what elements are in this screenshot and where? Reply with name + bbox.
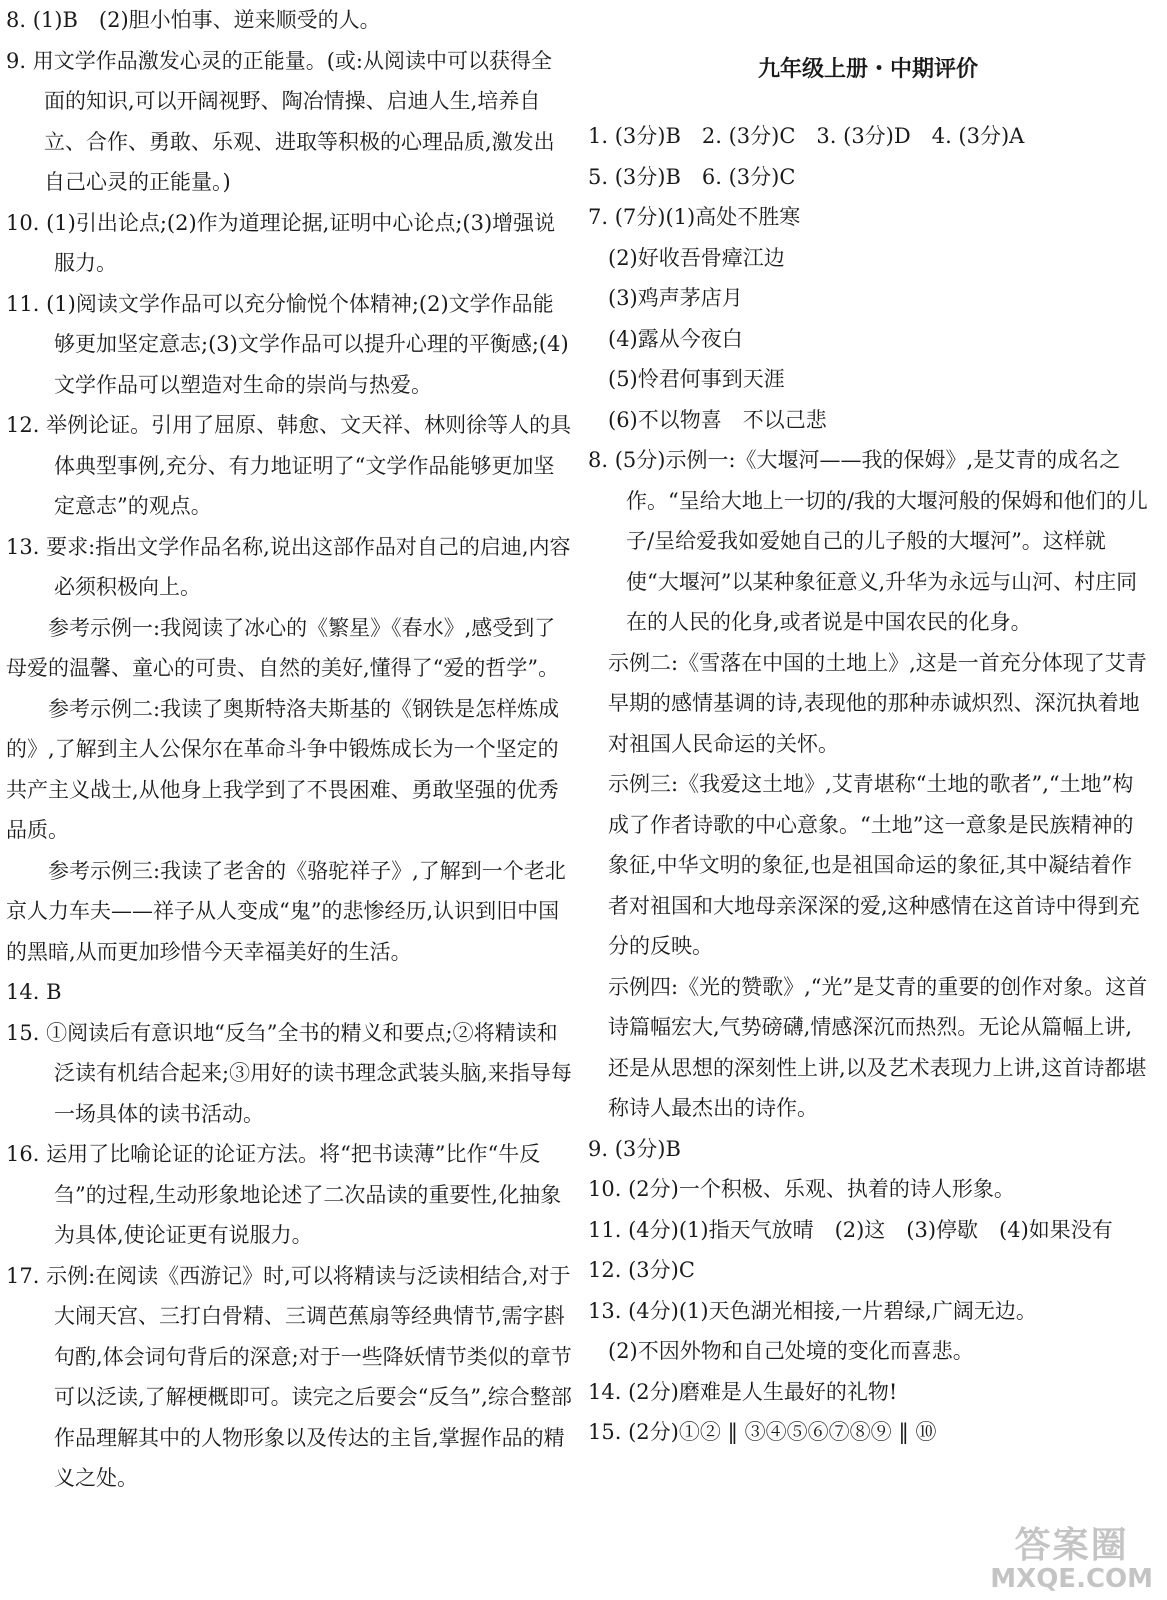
example-paragraph: 示例二:《雪落在中国的土地上》,这是一首充分体现了艾青早期的感情基调的诗,表现他的那种赤诚炽烈、深沉执着地对祖国人民命运的关怀。 <box>608 650 1147 756</box>
answer-subitem: (6)不以物喜 不以己悲 <box>608 407 827 432</box>
answer-item: 14. (2分)磨难是人生最好的礼物! <box>588 1379 898 1404</box>
section-title: 九年级上册・中期评价 <box>757 57 978 82</box>
left-column <box>6 0 572 1499</box>
answer-item: 10. (2分)一个积极、乐观、执着的诗人形象。 <box>588 1177 1015 1201</box>
answer-item: 7. (7分)(1)高处不胜寒 <box>588 205 801 229</box>
answer-item: 16. 运用了比喻论证的论证方法。将“把书读薄”比作“牛反刍”的过程,生动形象地论述了二次品读的重要性,化抽象为具体,使论证更有说服力。 <box>6 1142 562 1247</box>
answer-subitem: (4)露从今夜白 <box>608 326 743 351</box>
answer-item: 11. (4分)(1)指天气放晴 (2)这 (3)停歇 (4)如果没有 <box>588 1217 1113 1242</box>
answer-item: 13. 要求:指出文学作品名称,说出这部作品对自己的启迪,内容必须积极向上。 <box>6 534 571 599</box>
watermark-url: MXQE.COM <box>990 1564 1153 1594</box>
answer-item: 17. 示例:在阅读《西游记》时,可以将精读与泛读相结合,对于大闹天宫、三打白骨精、三调芭蕉扇等经典情节,需字斟句酌,体会词句背后的深意;对于一些降妖情节类似的章节可以泛读,了解梗概即可。读完之后要会“反刍”,综合整部作品理解其中的人物形象以及传达的主旨,掌握作品的精义之处。 <box>6 1263 572 1490</box>
answer-item: 8. (1)B (2)胆小怕事、逆来顺受的人。 <box>6 8 381 32</box>
answer-item: 8. (5分)示例一:《大堰河——我的保姆》,是艾青的成名之作。“呈给大地上一切的/我的大堰河般的保姆和他们的儿子/呈给爱我如爱她自己的儿子般的大堰河”。这样就使“大堰河”以某种象征意义,升华为永远与山河、村庄同在的人民的化身,或者说是中国农民的化身。 <box>588 448 1148 634</box>
answer-item: 10. (1)引出论点;(2)作为道理论据,证明中心论点;(3)增强说服力。 <box>6 210 556 275</box>
answer-item: 15. (2分)①② ‖ ③④⑤⑥⑦⑧⑨ ‖ ⑩ <box>588 1420 937 1444</box>
answer-item: 11. (1)阅读文学作品可以充分愉悦个体精神;(2)文学作品能够更加坚定意志;(3)文学作品可以提升心理的平衡感;(4)文学作品可以塑造对生命的崇尚与热爱。 <box>6 291 569 397</box>
answer-subitem: (2)不因外物和自己处境的变化而喜悲。 <box>608 1339 974 1363</box>
example-paragraph: 参考示例一:我阅读了冰心的《繁星》《春水》,感受到了母爱的温馨、童心的可贵、自然的美好,懂得了“爱的哲学”。 <box>6 615 560 680</box>
answer-subitem: (5)怜君何事到天涯 <box>608 367 785 391</box>
answer-item: 1. (3分)B 2. (3分)C 3. (3分)D 4. (3分)A <box>588 124 1025 148</box>
answer-item: 12. 举例论证。引用了屈原、韩愈、文天祥、林则徐等人的具体典型事例,充分、有力地证明了“文学作品能够更加坚定意志”的观点。 <box>6 413 572 518</box>
answer-subitem: (3)鸡声茅店月 <box>608 286 743 310</box>
answer-item: 15. ①阅读后有意识地“反刍”全书的精义和要点;②将精读和泛读有机结合起来;③用好的读书理念武装头脑,来指导每一场具体的读书活动。 <box>6 1020 572 1126</box>
answer-item: 14. B <box>6 980 62 1004</box>
example-paragraph: 示例四:《光的赞歌》,“光”是艾青的重要的创作对象。这首诗篇幅宏大,气势磅礴,情感深沉而热烈。无论从篇幅上讲,还是从思想的深刻性上讲,以及艺术表现力上讲,这首诗都堪称诗人最杰出的诗作。 <box>608 974 1148 1120</box>
right-column <box>588 0 1148 1453</box>
answer-item: 5. (3分)B 6. (3分)C <box>588 164 796 189</box>
watermark-logo: 答案圈 <box>1014 1525 1129 1566</box>
answer-item: 9. (3分)B <box>588 1136 681 1161</box>
answer-item: 13. (4分)(1)天色湖光相接,一片碧绿,广阔无边。 <box>588 1298 1037 1323</box>
example-paragraph: 参考示例二:我读了奥斯特洛夫斯基的《钢铁是怎样炼成的》,了解到主人公保尔在革命斗争中锻炼成长为一个坚定的共产主义战士,从他身上我学到了不畏困难、勇敢坚强的优秀品质。 <box>6 696 560 842</box>
answer-item: 9. 用文学作品激发心灵的正能量。(或:从阅读中可以获得全面的知识,可以开阔视野、陶冶情操、启迪人生,培养自立、合作、勇敢、乐观、进取等积极的心理品质,激发出自己心灵的正能量。) <box>6 48 555 194</box>
answer-subitem: (2)好收吾骨瘴江边 <box>608 245 785 270</box>
example-paragraph: 示例三:《我爱这土地》,艾青堪称“土地的歌者”,“土地”构成了作者诗歌的中心意象。“土地”这一意象是民族精神的象征,中华文明的象征,也是祖国命运的象征,其中凝结着作者对祖国和大地母亲深深的爱,这种感情在这首诗中得到充分的反映。 <box>608 772 1140 958</box>
answer-item: 12. (3分)C <box>588 1258 695 1282</box>
example-paragraph: 参考示例三:我读了老舍的《骆驼祥子》,了解到一个老北京人力车夫——祥子从人变成“鬼”的悲惨经历,认识到旧中国的黑暗,从而更加珍惜今天幸福美好的生活。 <box>6 858 566 964</box>
watermark <box>990 1525 1153 1594</box>
